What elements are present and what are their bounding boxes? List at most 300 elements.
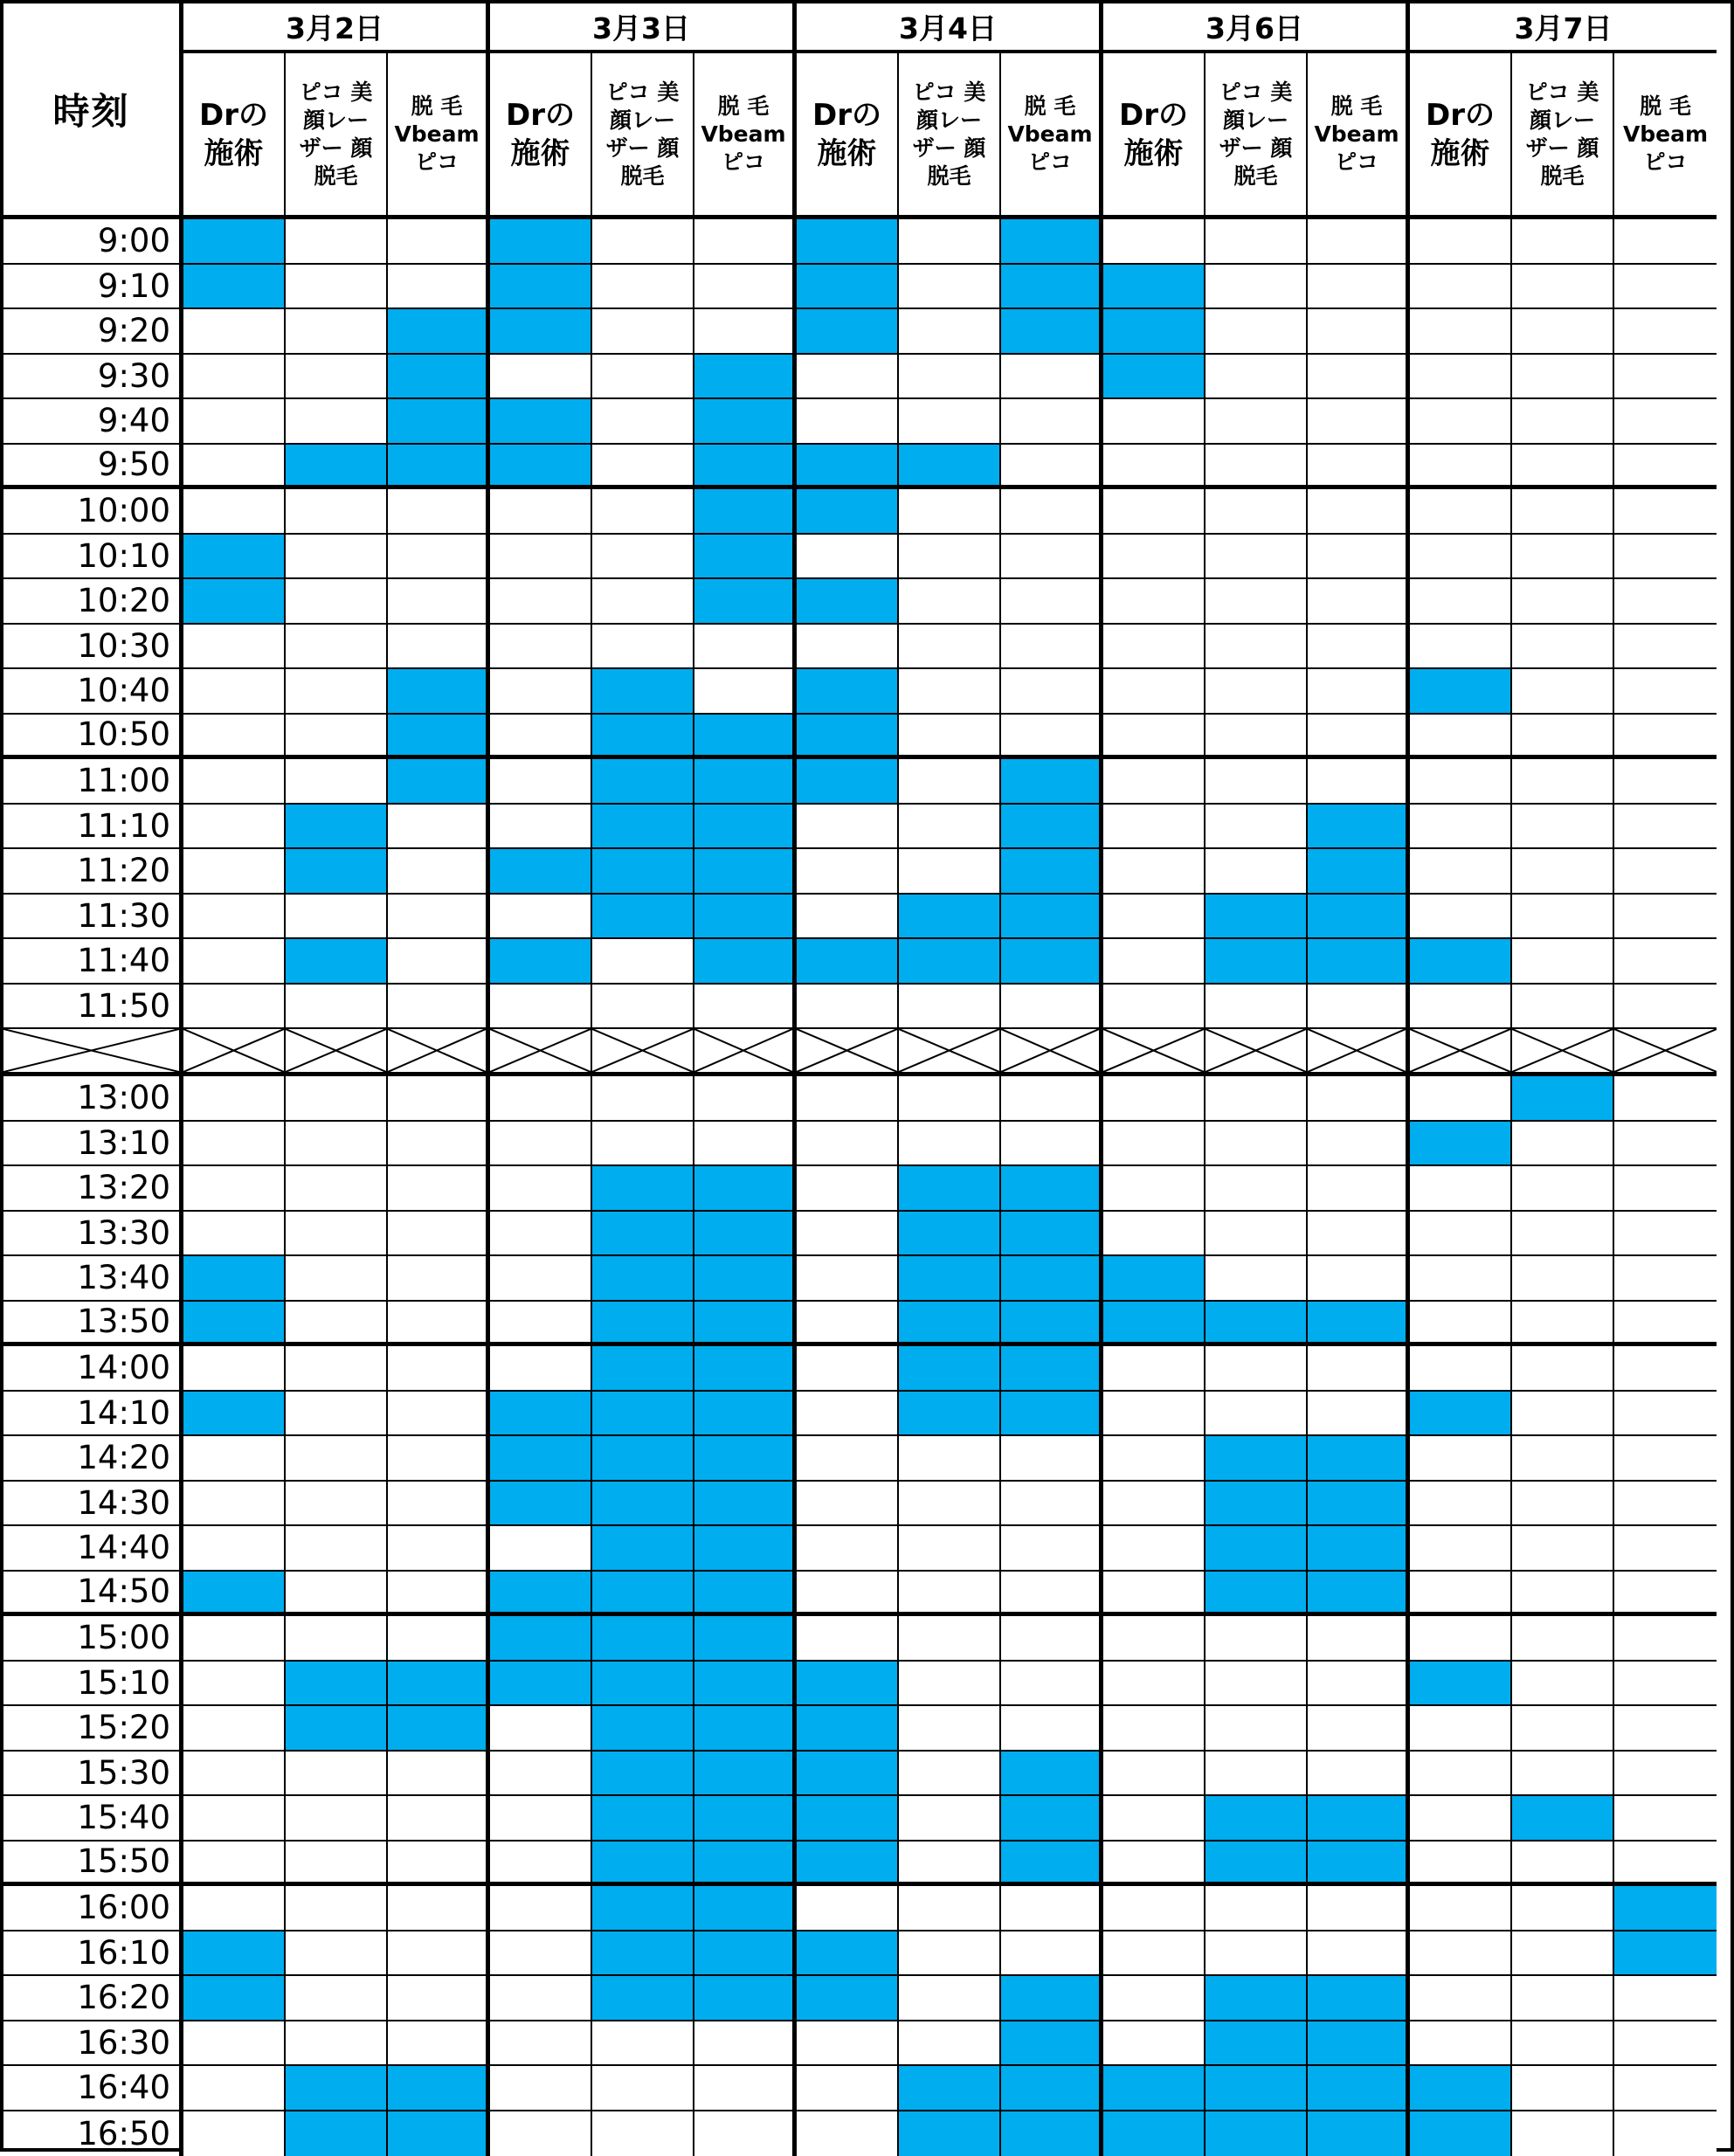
free-slot[interactable] [286,669,388,715]
free-slot[interactable] [490,1931,592,1977]
free-slot[interactable] [1410,1572,1512,1617]
free-slot[interactable] [1614,1392,1717,1437]
booked-slot[interactable] [1308,1482,1410,1527]
booked-slot[interactable] [1001,1842,1103,1887]
free-slot[interactable] [388,1931,490,1977]
free-slot[interactable] [1206,1392,1308,1437]
booked-slot[interactable] [1614,1886,1717,1931]
free-slot[interactable] [899,1842,1001,1887]
booked-slot[interactable] [899,1346,1001,1392]
free-slot[interactable] [1103,1212,1206,1257]
booked-slot[interactable] [1001,1346,1103,1392]
free-slot[interactable] [286,399,388,445]
booked-slot[interactable] [797,1796,899,1842]
free-slot[interactable] [388,985,490,1030]
free-slot[interactable] [1103,1436,1206,1482]
booked-slot[interactable] [694,1436,797,1482]
free-slot[interactable] [694,669,797,715]
free-slot[interactable] [490,1166,592,1212]
booked-slot[interactable] [183,579,286,625]
booked-slot[interactable] [592,1346,694,1392]
booked-slot[interactable] [490,1572,592,1617]
booked-slot[interactable] [694,1346,797,1392]
free-slot[interactable] [694,2021,797,2067]
free-slot[interactable] [1410,805,1512,850]
booked-slot[interactable] [694,849,797,895]
free-slot[interactable] [286,1256,388,1302]
free-slot[interactable] [1308,1212,1410,1257]
free-slot[interactable] [1410,535,1512,580]
booked-slot[interactable] [183,1256,286,1302]
booked-slot[interactable] [1206,1796,1308,1842]
booked-slot[interactable] [1308,805,1410,850]
free-slot[interactable] [1512,759,1614,805]
free-slot[interactable] [286,625,388,670]
free-slot[interactable] [1410,489,1512,535]
free-slot[interactable] [592,625,694,670]
free-slot[interactable] [1614,1482,1717,1527]
free-slot[interactable] [592,399,694,445]
free-slot[interactable] [183,1436,286,1482]
free-slot[interactable] [592,355,694,400]
free-slot[interactable] [1410,579,1512,625]
free-slot[interactable] [694,625,797,670]
free-slot[interactable] [1614,1616,1717,1662]
booked-slot[interactable] [899,895,1001,940]
free-slot[interactable] [388,939,490,985]
free-slot[interactable] [183,309,286,355]
free-slot[interactable] [1512,1842,1614,1887]
booked-slot[interactable] [694,1976,797,2021]
free-slot[interactable] [183,1886,286,1931]
free-slot[interactable] [388,1302,490,1347]
free-slot[interactable] [1512,805,1614,850]
booked-slot[interactable] [1001,1212,1103,1257]
free-slot[interactable] [183,849,286,895]
free-slot[interactable] [1614,535,1717,580]
free-slot[interactable] [286,1212,388,1257]
free-slot[interactable] [899,985,1001,1030]
free-slot[interactable] [1206,669,1308,715]
free-slot[interactable] [1614,759,1717,805]
booked-slot[interactable] [797,579,899,625]
booked-slot[interactable] [183,1976,286,2021]
free-slot[interactable] [1001,1076,1103,1122]
free-slot[interactable] [1614,2066,1717,2111]
booked-slot[interactable] [797,715,899,760]
free-slot[interactable] [1512,1886,1614,1931]
free-slot[interactable] [1410,2021,1512,2067]
free-slot[interactable] [1614,1526,1717,1572]
free-slot[interactable] [490,1076,592,1122]
free-slot[interactable] [694,265,797,310]
free-slot[interactable] [797,399,899,445]
free-slot[interactable] [1614,399,1717,445]
booked-slot[interactable] [694,1212,797,1257]
booked-slot[interactable] [286,2066,388,2111]
free-slot[interactable] [1410,219,1512,265]
booked-slot[interactable] [797,489,899,535]
free-slot[interactable] [899,1886,1001,1931]
booked-slot[interactable] [1001,1752,1103,1797]
free-slot[interactable] [797,1886,899,1931]
free-slot[interactable] [1614,579,1717,625]
free-slot[interactable] [286,1526,388,1572]
free-slot[interactable] [1103,579,1206,625]
free-slot[interactable] [286,1886,388,1931]
free-slot[interactable] [490,759,592,805]
free-slot[interactable] [797,2066,899,2111]
booked-slot[interactable] [592,1256,694,1302]
free-slot[interactable] [490,2021,592,2067]
booked-slot[interactable] [490,849,592,895]
free-slot[interactable] [1614,1346,1717,1392]
free-slot[interactable] [388,1616,490,1662]
free-slot[interactable] [1512,219,1614,265]
free-slot[interactable] [286,355,388,400]
free-slot[interactable] [1512,1392,1614,1437]
free-slot[interactable] [797,849,899,895]
free-slot[interactable] [1614,1212,1717,1257]
free-slot[interactable] [694,1122,797,1167]
free-slot[interactable] [1512,1931,1614,1977]
booked-slot[interactable] [490,265,592,310]
booked-slot[interactable] [899,1212,1001,1257]
free-slot[interactable] [1308,1616,1410,1662]
free-slot[interactable] [388,1796,490,1842]
free-slot[interactable] [183,1706,286,1752]
free-slot[interactable] [183,625,286,670]
free-slot[interactable] [899,669,1001,715]
booked-slot[interactable] [1206,1572,1308,1617]
booked-slot[interactable] [388,355,490,400]
booked-slot[interactable] [490,1482,592,1527]
free-slot[interactable] [592,309,694,355]
free-slot[interactable] [797,1482,899,1527]
booked-slot[interactable] [183,219,286,265]
free-slot[interactable] [183,1122,286,1167]
free-slot[interactable] [183,1526,286,1572]
free-slot[interactable] [1512,1662,1614,1707]
free-slot[interactable] [1308,355,1410,400]
free-slot[interactable] [490,535,592,580]
free-slot[interactable] [797,625,899,670]
booked-slot[interactable] [592,1392,694,1437]
free-slot[interactable] [899,1526,1001,1572]
free-slot[interactable] [1512,849,1614,895]
booked-slot[interactable] [388,715,490,760]
free-slot[interactable] [490,489,592,535]
free-slot[interactable] [1614,985,1717,1030]
booked-slot[interactable] [1001,1392,1103,1437]
free-slot[interactable] [1001,489,1103,535]
free-slot[interactable] [1206,309,1308,355]
free-slot[interactable] [592,985,694,1030]
free-slot[interactable] [183,2111,286,2156]
booked-slot[interactable] [797,759,899,805]
booked-slot[interactable] [1001,219,1103,265]
free-slot[interactable] [1410,895,1512,940]
free-slot[interactable] [1512,399,1614,445]
booked-slot[interactable] [1206,1976,1308,2021]
booked-slot[interactable] [1308,895,1410,940]
free-slot[interactable] [183,805,286,850]
booked-slot[interactable] [592,715,694,760]
free-slot[interactable] [1614,849,1717,895]
free-slot[interactable] [1308,399,1410,445]
free-slot[interactable] [1103,985,1206,1030]
free-slot[interactable] [1001,669,1103,715]
free-slot[interactable] [899,1706,1001,1752]
free-slot[interactable] [388,895,490,940]
free-slot[interactable] [1512,1706,1614,1752]
booked-slot[interactable] [286,849,388,895]
booked-slot[interactable] [1001,1302,1103,1347]
free-slot[interactable] [1410,849,1512,895]
free-slot[interactable] [1308,1706,1410,1752]
booked-slot[interactable] [797,445,899,490]
booked-slot[interactable] [1308,2111,1410,2156]
free-slot[interactable] [1410,985,1512,1030]
free-slot[interactable] [1512,2021,1614,2067]
booked-slot[interactable] [183,1302,286,1347]
booked-slot[interactable] [490,1662,592,1707]
free-slot[interactable] [490,1886,592,1931]
free-slot[interactable] [1512,355,1614,400]
free-slot[interactable] [286,579,388,625]
booked-slot[interactable] [1308,1526,1410,1572]
free-slot[interactable] [1512,1436,1614,1482]
free-slot[interactable] [286,1482,388,1527]
free-slot[interactable] [899,1931,1001,1977]
booked-slot[interactable] [1001,1796,1103,1842]
booked-slot[interactable] [1001,265,1103,310]
free-slot[interactable] [899,805,1001,850]
free-slot[interactable] [183,2021,286,2067]
free-slot[interactable] [899,489,1001,535]
free-slot[interactable] [1206,985,1308,1030]
free-slot[interactable] [1512,489,1614,535]
free-slot[interactable] [1512,895,1614,940]
booked-slot[interactable] [694,759,797,805]
free-slot[interactable] [183,1166,286,1212]
free-slot[interactable] [388,579,490,625]
free-slot[interactable] [1614,1842,1717,1887]
booked-slot[interactable] [694,579,797,625]
free-slot[interactable] [1206,1346,1308,1392]
booked-slot[interactable] [1308,1302,1410,1347]
free-slot[interactable] [1614,445,1717,490]
free-slot[interactable] [1103,1392,1206,1437]
free-slot[interactable] [388,489,490,535]
free-slot[interactable] [797,1526,899,1572]
booked-slot[interactable] [1206,1302,1308,1347]
free-slot[interactable] [899,1572,1001,1617]
booked-slot[interactable] [1103,265,1206,310]
booked-slot[interactable] [490,1616,592,1662]
free-slot[interactable] [183,669,286,715]
free-slot[interactable] [1410,1212,1512,1257]
free-slot[interactable] [286,1842,388,1887]
free-slot[interactable] [592,535,694,580]
free-slot[interactable] [1614,355,1717,400]
free-slot[interactable] [797,2021,899,2067]
free-slot[interactable] [592,489,694,535]
free-slot[interactable] [592,2021,694,2067]
free-slot[interactable] [1103,1166,1206,1212]
booked-slot[interactable] [797,1931,899,1977]
free-slot[interactable] [797,1392,899,1437]
booked-slot[interactable] [694,1662,797,1707]
free-slot[interactable] [694,309,797,355]
free-slot[interactable] [797,355,899,400]
free-slot[interactable] [1308,219,1410,265]
booked-slot[interactable] [1206,1526,1308,1572]
booked-slot[interactable] [592,1482,694,1527]
free-slot[interactable] [592,1076,694,1122]
free-slot[interactable] [1512,1572,1614,1617]
booked-slot[interactable] [592,805,694,850]
free-slot[interactable] [1614,1076,1717,1122]
free-slot[interactable] [899,715,1001,760]
booked-slot[interactable] [490,399,592,445]
free-slot[interactable] [183,715,286,760]
booked-slot[interactable] [286,939,388,985]
free-slot[interactable] [899,1616,1001,1662]
booked-slot[interactable] [1308,1976,1410,2021]
booked-slot[interactable] [286,805,388,850]
free-slot[interactable] [1308,309,1410,355]
booked-slot[interactable] [1001,1166,1103,1212]
free-slot[interactable] [1512,669,1614,715]
free-slot[interactable] [286,309,388,355]
free-slot[interactable] [1512,1346,1614,1392]
free-slot[interactable] [490,1976,592,2021]
booked-slot[interactable] [388,1662,490,1707]
free-slot[interactable] [1103,1976,1206,2021]
free-slot[interactable] [899,265,1001,310]
booked-slot[interactable] [592,1616,694,1662]
booked-slot[interactable] [183,265,286,310]
booked-slot[interactable] [592,1706,694,1752]
free-slot[interactable] [1512,579,1614,625]
booked-slot[interactable] [592,849,694,895]
free-slot[interactable] [1206,535,1308,580]
free-slot[interactable] [592,579,694,625]
booked-slot[interactable] [797,939,899,985]
free-slot[interactable] [388,2021,490,2067]
free-slot[interactable] [899,355,1001,400]
free-slot[interactable] [1512,1302,1614,1347]
free-slot[interactable] [183,1662,286,1707]
free-slot[interactable] [797,895,899,940]
free-slot[interactable] [592,2066,694,2111]
free-slot[interactable] [388,625,490,670]
free-slot[interactable] [1410,445,1512,490]
booked-slot[interactable] [899,1166,1001,1212]
free-slot[interactable] [1206,805,1308,850]
free-slot[interactable] [183,1482,286,1527]
free-slot[interactable] [1614,1572,1717,1617]
free-slot[interactable] [286,1346,388,1392]
free-slot[interactable] [1614,1166,1717,1212]
free-slot[interactable] [899,1752,1001,1797]
free-slot[interactable] [1001,1886,1103,1931]
free-slot[interactable] [899,759,1001,805]
free-slot[interactable] [1512,1256,1614,1302]
free-slot[interactable] [1206,1886,1308,1931]
free-slot[interactable] [1614,265,1717,310]
booked-slot[interactable] [694,1796,797,1842]
booked-slot[interactable] [694,1616,797,1662]
free-slot[interactable] [1103,1662,1206,1707]
free-slot[interactable] [797,1302,899,1347]
free-slot[interactable] [1512,1482,1614,1527]
free-slot[interactable] [1512,535,1614,580]
free-slot[interactable] [1410,1076,1512,1122]
free-slot[interactable] [694,985,797,1030]
free-slot[interactable] [1512,309,1614,355]
free-slot[interactable] [899,1662,1001,1707]
free-slot[interactable] [1001,445,1103,490]
free-slot[interactable] [1512,985,1614,1030]
free-slot[interactable] [490,805,592,850]
booked-slot[interactable] [694,1392,797,1437]
free-slot[interactable] [388,1842,490,1887]
booked-slot[interactable] [899,2066,1001,2111]
free-slot[interactable] [1206,1662,1308,1707]
free-slot[interactable] [1614,715,1717,760]
booked-slot[interactable] [1103,309,1206,355]
free-slot[interactable] [1103,1122,1206,1167]
booked-slot[interactable] [1308,2021,1410,2067]
free-slot[interactable] [388,1482,490,1527]
free-slot[interactable] [490,1302,592,1347]
booked-slot[interactable] [694,1256,797,1302]
booked-slot[interactable] [694,1706,797,1752]
free-slot[interactable] [899,399,1001,445]
free-slot[interactable] [1410,1931,1512,1977]
free-slot[interactable] [1614,805,1717,850]
booked-slot[interactable] [592,895,694,940]
free-slot[interactable] [1001,579,1103,625]
booked-slot[interactable] [592,669,694,715]
free-slot[interactable] [1206,355,1308,400]
booked-slot[interactable] [1001,759,1103,805]
free-slot[interactable] [899,219,1001,265]
booked-slot[interactable] [388,1706,490,1752]
booked-slot[interactable] [592,1796,694,1842]
free-slot[interactable] [388,535,490,580]
free-slot[interactable] [1614,489,1717,535]
free-slot[interactable] [388,1212,490,1257]
free-slot[interactable] [490,1212,592,1257]
free-slot[interactable] [797,1076,899,1122]
booked-slot[interactable] [1308,1436,1410,1482]
booked-slot[interactable] [592,759,694,805]
free-slot[interactable] [1614,1662,1717,1707]
booked-slot[interactable] [797,669,899,715]
free-slot[interactable] [1103,1931,1206,1977]
free-slot[interactable] [183,1752,286,1797]
free-slot[interactable] [1410,1796,1512,1842]
booked-slot[interactable] [1001,2021,1103,2067]
booked-slot[interactable] [592,1752,694,1797]
free-slot[interactable] [1512,1212,1614,1257]
free-slot[interactable] [1614,1436,1717,1482]
booked-slot[interactable] [1001,1256,1103,1302]
free-slot[interactable] [490,625,592,670]
